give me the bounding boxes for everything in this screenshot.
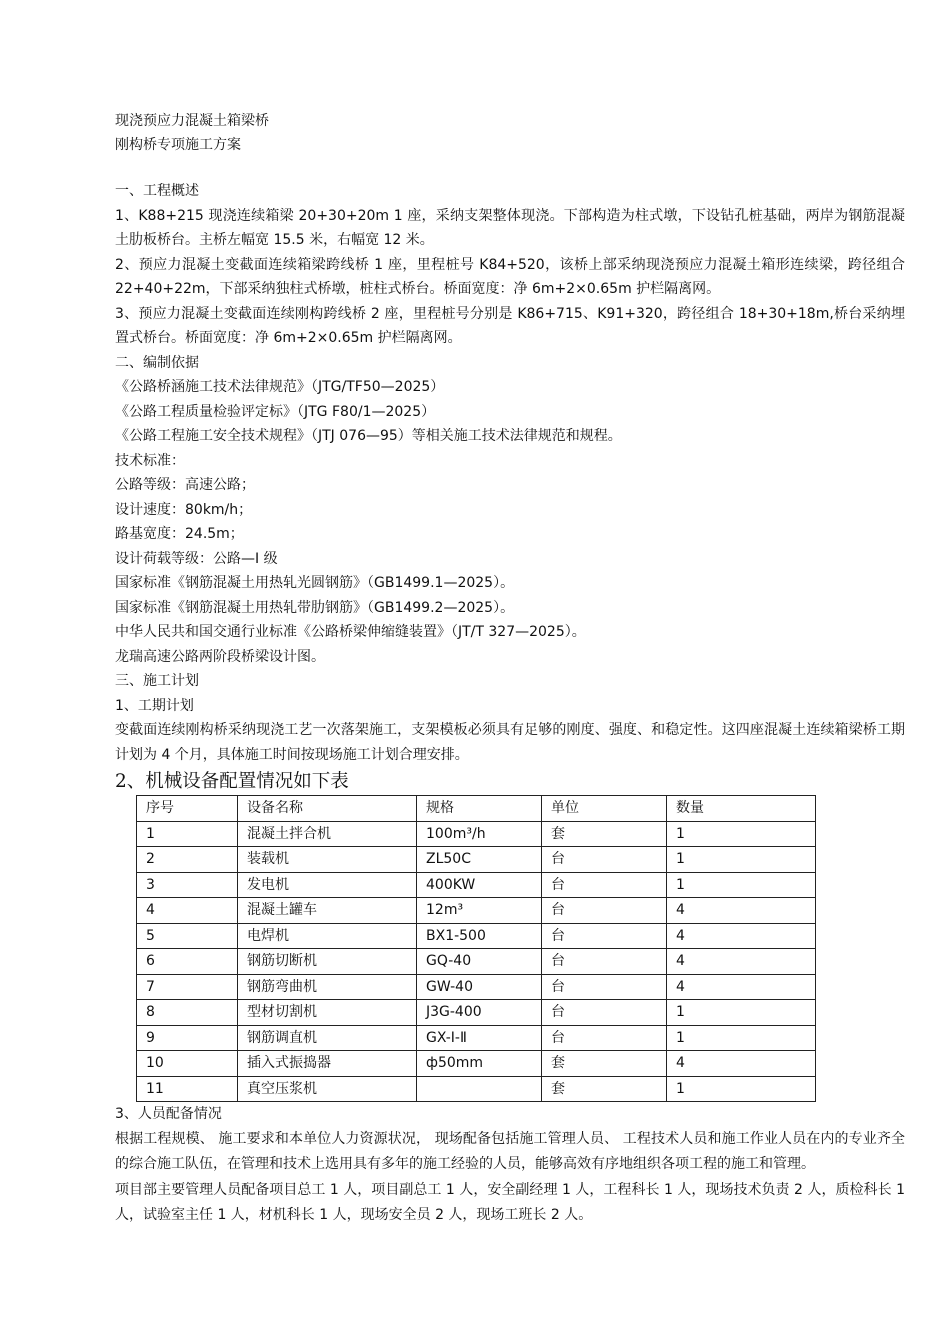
table-cell-unit: 台 xyxy=(542,923,667,949)
table-cell-quantity: 1 xyxy=(667,821,816,847)
header-cell-name: 设备名称 xyxy=(238,796,417,822)
table-cell-index: 10 xyxy=(137,1051,238,1077)
table-cell-quantity: 4 xyxy=(667,898,816,924)
table-cell-spec: 100m³/h xyxy=(417,821,542,847)
table-row xyxy=(137,1076,816,1102)
header-cell-quantity: 数量 xyxy=(667,796,816,822)
table-cell-name: 型材切割机 xyxy=(238,1000,417,1026)
table-cell-name: 钢筋切断机 xyxy=(238,949,417,975)
section-1-heading: 一、工程概述 xyxy=(115,183,199,199)
table-cell-unit: 套 xyxy=(542,1051,667,1077)
section-1-paragraph-3: 3、预应力混凝土变截面连续刚构跨线桥 2 座，里程桩号分别是 K86+715、K91+320，跨径组合 18+30+18m,桥台采纳埋置式桥台。桥面宽度：净 6m+2×0.65m 护栏隔离网。 xyxy=(115,305,905,346)
table-cell-quantity: 4 xyxy=(667,1051,816,1077)
header-cell-spec: 规格 xyxy=(417,796,542,822)
header-cell-unit: 单位 xyxy=(542,796,667,822)
table-cell-quantity: 1 xyxy=(667,1000,816,1026)
table-row xyxy=(137,974,816,1000)
table-row xyxy=(137,1051,816,1077)
table-row xyxy=(137,847,816,873)
section-2-heading: 二、编制依据 xyxy=(115,354,199,371)
table-cell-unit: 台 xyxy=(542,1025,667,1051)
table-row xyxy=(137,821,816,847)
table-cell-quantity: 1 xyxy=(667,872,816,898)
table-cell-index: 3 xyxy=(137,872,238,898)
table-cell-index: 2 xyxy=(137,847,238,873)
section-1-paragraph-1: 1、K88+215 现浇连续箱梁 20+30+20m 1 座，采纳支架整体现浇。下部构造为柱式墩，下设钻孔桩基础，两岸为钢筋混凝土肋板桥台。主桥左幅宽 15.5 米，右幅宽 12 米。 xyxy=(115,207,905,248)
table-cell-index: 9 xyxy=(137,1025,238,1051)
table-cell-unit: 套 xyxy=(542,821,667,847)
table-header-row xyxy=(137,796,816,822)
table-cell-spec: 12m³ xyxy=(417,898,542,924)
table-cell-index: 1 xyxy=(137,821,238,847)
table-cell-unit: 台 xyxy=(542,974,667,1000)
basis-line: 《公路工程质量检验评定标》（JTG F80/1—2025） xyxy=(115,403,436,420)
table-cell-name: 真空压浆机 xyxy=(238,1076,417,1102)
table-cell-name: 混凝土罐车 xyxy=(238,898,417,924)
table-cell-quantity: 1 xyxy=(667,847,816,873)
table-cell-name: 钢筋调直机 xyxy=(238,1025,417,1051)
basis-line: 中华人民共和国交通行业标准《公路桥梁伸缩缝装置》（JT/T 327—2025）。 xyxy=(115,624,586,640)
section-1-paragraph-2: 2、预应力混凝土变截面连续箱梁跨线桥 1 座，里程桩号 K84+520，该桥上部采纳现浇预应力混凝土箱形连续梁，跨径组合 22+40+22m，下部采纳独柱式桥墩，桩柱式桥台。桥面宽度：净 6m+2×0.65m 护栏隔离网。 xyxy=(115,256,905,297)
basis-line: 路基宽度：24.5m； xyxy=(115,526,244,542)
staffing-heading: 3、人员配备情况 xyxy=(115,1106,222,1122)
table-cell-name: 插入式振捣器 xyxy=(238,1051,417,1077)
table-cell-name: 混凝土拌合机 xyxy=(238,821,417,847)
schedule-paragraph: 变截面连续刚构桥采纳现浇工艺一次落架施工，支架模板必须具有足够的刚度、强度、和稳定性。这四座混凝土连续箱梁桥工期计划为 4 个月，具体施工时间按现场施工计划合理安排。 xyxy=(115,722,905,763)
basis-line: 龙瑞高速公路两阶段桥梁设计图。 xyxy=(115,648,325,665)
equipment-table xyxy=(136,795,816,1102)
table-row xyxy=(137,949,816,975)
table-cell-unit: 套 xyxy=(542,1076,667,1102)
table-cell-spec: ZL50C xyxy=(417,847,542,873)
table-cell-name: 装载机 xyxy=(238,847,417,873)
document-body xyxy=(115,109,905,1229)
table-cell-index: 4 xyxy=(137,898,238,924)
table-cell-name: 钢筋弯曲机 xyxy=(238,974,417,1000)
doc-title-line-2: 刚构桥专项施工方案 xyxy=(115,137,241,153)
staffing-paragraph-1: 根据工程规模、 施工要求和本单位人力资源状况， 现场配备包括施工管理人员、 工程技术人员和施工作业人员在内的专业齐全的综合施工队伍，在管理和技术上选用具有多年的施工经验的人员，能够高效有序地组织各项工程的施工和管理。 xyxy=(115,1130,905,1172)
table-cell-quantity: 4 xyxy=(667,923,816,949)
table-cell-name: 发电机 xyxy=(238,872,417,898)
table-cell-unit: 台 xyxy=(542,872,667,898)
equipment-heading: 2、机械设备配置情况如下表 xyxy=(115,771,349,792)
table-row xyxy=(137,872,816,898)
table-cell-index: 7 xyxy=(137,974,238,1000)
table-cell-index: 11 xyxy=(137,1076,238,1102)
basis-line: 设计荷载等级：公路—I 级 xyxy=(115,550,278,567)
table-cell-name: 电焊机 xyxy=(238,923,417,949)
header-cell-index: 序号 xyxy=(137,796,238,822)
table-cell-quantity: 1 xyxy=(667,1076,816,1102)
table-cell-quantity: 4 xyxy=(667,949,816,975)
basis-line: 《公路桥涵施工技术法律规范》（JTG/TF50—2025） xyxy=(115,379,445,395)
table-cell-spec: GW-40 xyxy=(417,974,542,1000)
table-row xyxy=(137,1025,816,1051)
table-row xyxy=(137,1000,816,1026)
doc-title-line-1: 现浇预应力混凝土箱梁桥 xyxy=(115,113,269,129)
table-row xyxy=(137,898,816,924)
table-cell-index: 5 xyxy=(137,923,238,949)
basis-line: 设计速度：80km/h； xyxy=(115,501,253,518)
table-cell-index: 6 xyxy=(137,949,238,975)
table-cell-spec: GQ-40 xyxy=(417,949,542,975)
basis-line: 国家标准《钢筋混凝土用热轧光圆钢筋》（GB1499.1—2025）。 xyxy=(115,575,515,591)
table-cell-index: 8 xyxy=(137,1000,238,1026)
table-cell-spec: 400KW xyxy=(417,872,542,898)
table-cell-unit: 台 xyxy=(542,847,667,873)
table-cell-spec: J3G-400 xyxy=(417,1000,542,1026)
table-cell-quantity: 1 xyxy=(667,1025,816,1051)
table-cell-unit: 台 xyxy=(542,949,667,975)
section-3-heading: 三、施工计划 xyxy=(115,673,199,689)
table-cell-spec: BX1-500 xyxy=(417,923,542,949)
table-cell-spec xyxy=(417,1076,542,1102)
basis-line: 公路等级：高速公路； xyxy=(115,477,255,493)
basis-line: 《公路工程施工安全技术规程》（JTJ 076—95）等相关施工技术法律规范和规程。 xyxy=(115,428,622,444)
table-cell-spec: ф50mm xyxy=(417,1051,542,1077)
table-cell-quantity: 4 xyxy=(667,974,816,1000)
basis-line: 技术标准： xyxy=(115,452,185,469)
table-cell-unit: 台 xyxy=(542,898,667,924)
schedule-heading: 1、工期计划 xyxy=(115,697,194,714)
table-row xyxy=(137,923,816,949)
staffing-paragraph-2: 项目部主要管理人员配备项目总工 1 人，项目副总工 1 人，安全副经理 1 人，工程科长 1 人，现场技术负责 2 人，质检科长 1 人，试验室主任 1 人，材机科长 1 人，现场安全员 2 人，现场工班长 2 人。 xyxy=(115,1181,905,1223)
table-cell-spec: GX-Ⅰ-Ⅱ xyxy=(417,1025,542,1051)
table-cell-unit: 台 xyxy=(542,1000,667,1026)
basis-line: 国家标准《钢筋混凝土用热轧带肋钢筋》（GB1499.2—2025）。 xyxy=(115,599,515,616)
